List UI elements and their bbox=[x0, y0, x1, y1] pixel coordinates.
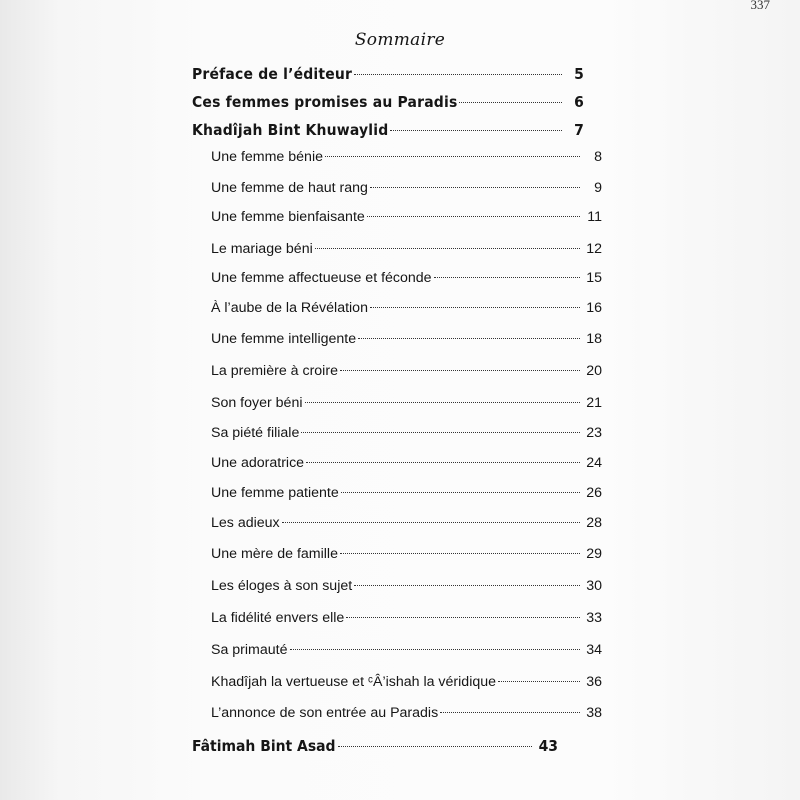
toc-subentry bbox=[211, 331, 602, 347]
toc-subentry bbox=[211, 300, 602, 316]
toc-entry-label: Une femme patiente bbox=[211, 485, 339, 501]
toc-entry-label: Une femme de haut rang bbox=[211, 180, 368, 196]
toc-entry-label: Ces femmes promises au Paradis bbox=[192, 93, 458, 111]
toc-entry-label: Sa primauté bbox=[211, 642, 288, 658]
toc-subentry bbox=[211, 485, 602, 501]
toc-subentry bbox=[211, 578, 602, 594]
toc-entry-label: Khadîjah Bint Khuwaylid bbox=[192, 121, 389, 139]
page-number: 337 bbox=[750, 0, 770, 12]
toc-entry-page: 38 bbox=[586, 705, 602, 721]
toc-leader-dots bbox=[367, 216, 580, 217]
toc-entry-label: Une femme bienfaisante bbox=[211, 209, 365, 225]
toc-entry-label: Une femme bénie bbox=[211, 149, 323, 165]
toc-entry-label: Une adoratrice bbox=[211, 455, 305, 471]
toc-entry-page: 29 bbox=[586, 546, 602, 562]
toc-leader-dots bbox=[282, 522, 580, 523]
toc-subentry bbox=[211, 395, 602, 411]
toc-subentry bbox=[211, 455, 602, 471]
toc-entry-page: 12 bbox=[586, 241, 602, 257]
toc-entry-page: 23 bbox=[586, 425, 602, 441]
toc-entry-label: La fidélité envers elle bbox=[211, 610, 345, 626]
toc-leader-dots bbox=[340, 553, 580, 554]
toc-leader-dots bbox=[301, 432, 580, 433]
toc-leader-dots bbox=[305, 402, 581, 403]
toc-entry-label: Une femme intelligente bbox=[211, 331, 357, 347]
toc-entry-label: La première à croire bbox=[211, 363, 338, 379]
toc-leader-dots bbox=[354, 585, 580, 586]
toc-entry-label: Les éloges à son sujet bbox=[211, 578, 353, 594]
toc-subentry bbox=[211, 705, 602, 721]
toc-entry-page: 20 bbox=[586, 363, 602, 379]
toc-entry-page: 36 bbox=[586, 674, 602, 690]
toc-entry-page: 33 bbox=[586, 610, 602, 626]
toc-entry-page: 21 bbox=[586, 395, 602, 411]
toc-subentry bbox=[211, 515, 602, 531]
toc-entry-page: 43 bbox=[538, 737, 558, 755]
toc-subentry bbox=[211, 610, 602, 626]
toc-entry-page: 8 bbox=[594, 149, 602, 165]
toc-subentry bbox=[211, 270, 602, 286]
toc-leader-dots bbox=[290, 649, 581, 650]
toc-leader-dots bbox=[370, 187, 580, 188]
toc-entry-page: 15 bbox=[586, 270, 602, 286]
toc-entry-label: Une mère de famille bbox=[211, 546, 338, 562]
toc-leader-dots bbox=[358, 338, 580, 339]
toc-subentry bbox=[211, 642, 602, 658]
toc-subentry bbox=[211, 363, 602, 379]
toc-entry-page: 18 bbox=[586, 331, 602, 347]
toc-entry-page: 16 bbox=[586, 300, 602, 316]
toc-leader-dots bbox=[370, 307, 580, 308]
toc-subentry bbox=[211, 241, 602, 257]
toc-leader-dots bbox=[498, 681, 580, 682]
toc-entry-label: Son foyer béni bbox=[211, 395, 303, 411]
toc-entry-label: À l’aube de la Révélation bbox=[211, 300, 368, 316]
toc-leader-dots bbox=[338, 746, 532, 747]
toc-entry-page: 6 bbox=[574, 93, 584, 111]
toc-entry bbox=[192, 121, 584, 139]
toc-leader-dots bbox=[354, 74, 562, 75]
toc-leader-dots bbox=[459, 102, 562, 103]
toc-entry-page: 34 bbox=[586, 642, 602, 658]
toc-subentry bbox=[211, 180, 602, 196]
toc-entry-page: 7 bbox=[574, 121, 584, 139]
toc-subentry bbox=[211, 425, 602, 441]
toc-entry-page: 26 bbox=[586, 485, 602, 501]
toc-entry-label: Une femme affectueuse et féconde bbox=[211, 270, 432, 286]
toc-entry-label: Khadîjah la vertueuse et ᶜÂ’ishah la véridique bbox=[211, 674, 497, 690]
toc-entry bbox=[192, 93, 584, 111]
toc-subentry bbox=[211, 209, 602, 225]
toc-subentry bbox=[211, 674, 602, 690]
toc-entry-label: Les adieux bbox=[211, 515, 280, 531]
toc-subentry bbox=[211, 546, 602, 562]
toc-entry-label: Sa piété filiale bbox=[211, 425, 300, 441]
toc-entry-page: 9 bbox=[594, 180, 602, 196]
toc-leader-dots bbox=[440, 712, 580, 713]
toc-leader-dots bbox=[346, 617, 580, 618]
toc-leader-dots bbox=[315, 248, 580, 249]
toc-entry bbox=[192, 737, 558, 755]
toc-leader-dots bbox=[306, 462, 580, 463]
toc-entry bbox=[192, 65, 584, 83]
toc-entry-page: 11 bbox=[587, 209, 602, 225]
toc-subentry bbox=[211, 149, 602, 165]
toc-entry-label: L’annonce de son entrée au Paradis bbox=[211, 705, 439, 721]
toc-entry-label: Fâtimah Bint Asad bbox=[192, 737, 336, 755]
toc-leader-dots bbox=[340, 370, 580, 371]
toc-leader-dots bbox=[325, 156, 580, 157]
toc-leader-dots bbox=[390, 130, 562, 131]
page-title: Sommaire bbox=[354, 30, 446, 50]
toc-entry-label: Le mariage béni bbox=[211, 241, 313, 257]
toc-entry-page: 5 bbox=[574, 65, 584, 83]
toc-entry-page: 30 bbox=[586, 578, 602, 594]
toc-entry-page: 24 bbox=[586, 455, 602, 471]
toc-leader-dots bbox=[341, 492, 580, 493]
toc-entry-page: 28 bbox=[586, 515, 602, 531]
toc-entry-label: Préface de l’éditeur bbox=[192, 65, 353, 83]
toc-leader-dots bbox=[434, 277, 580, 278]
